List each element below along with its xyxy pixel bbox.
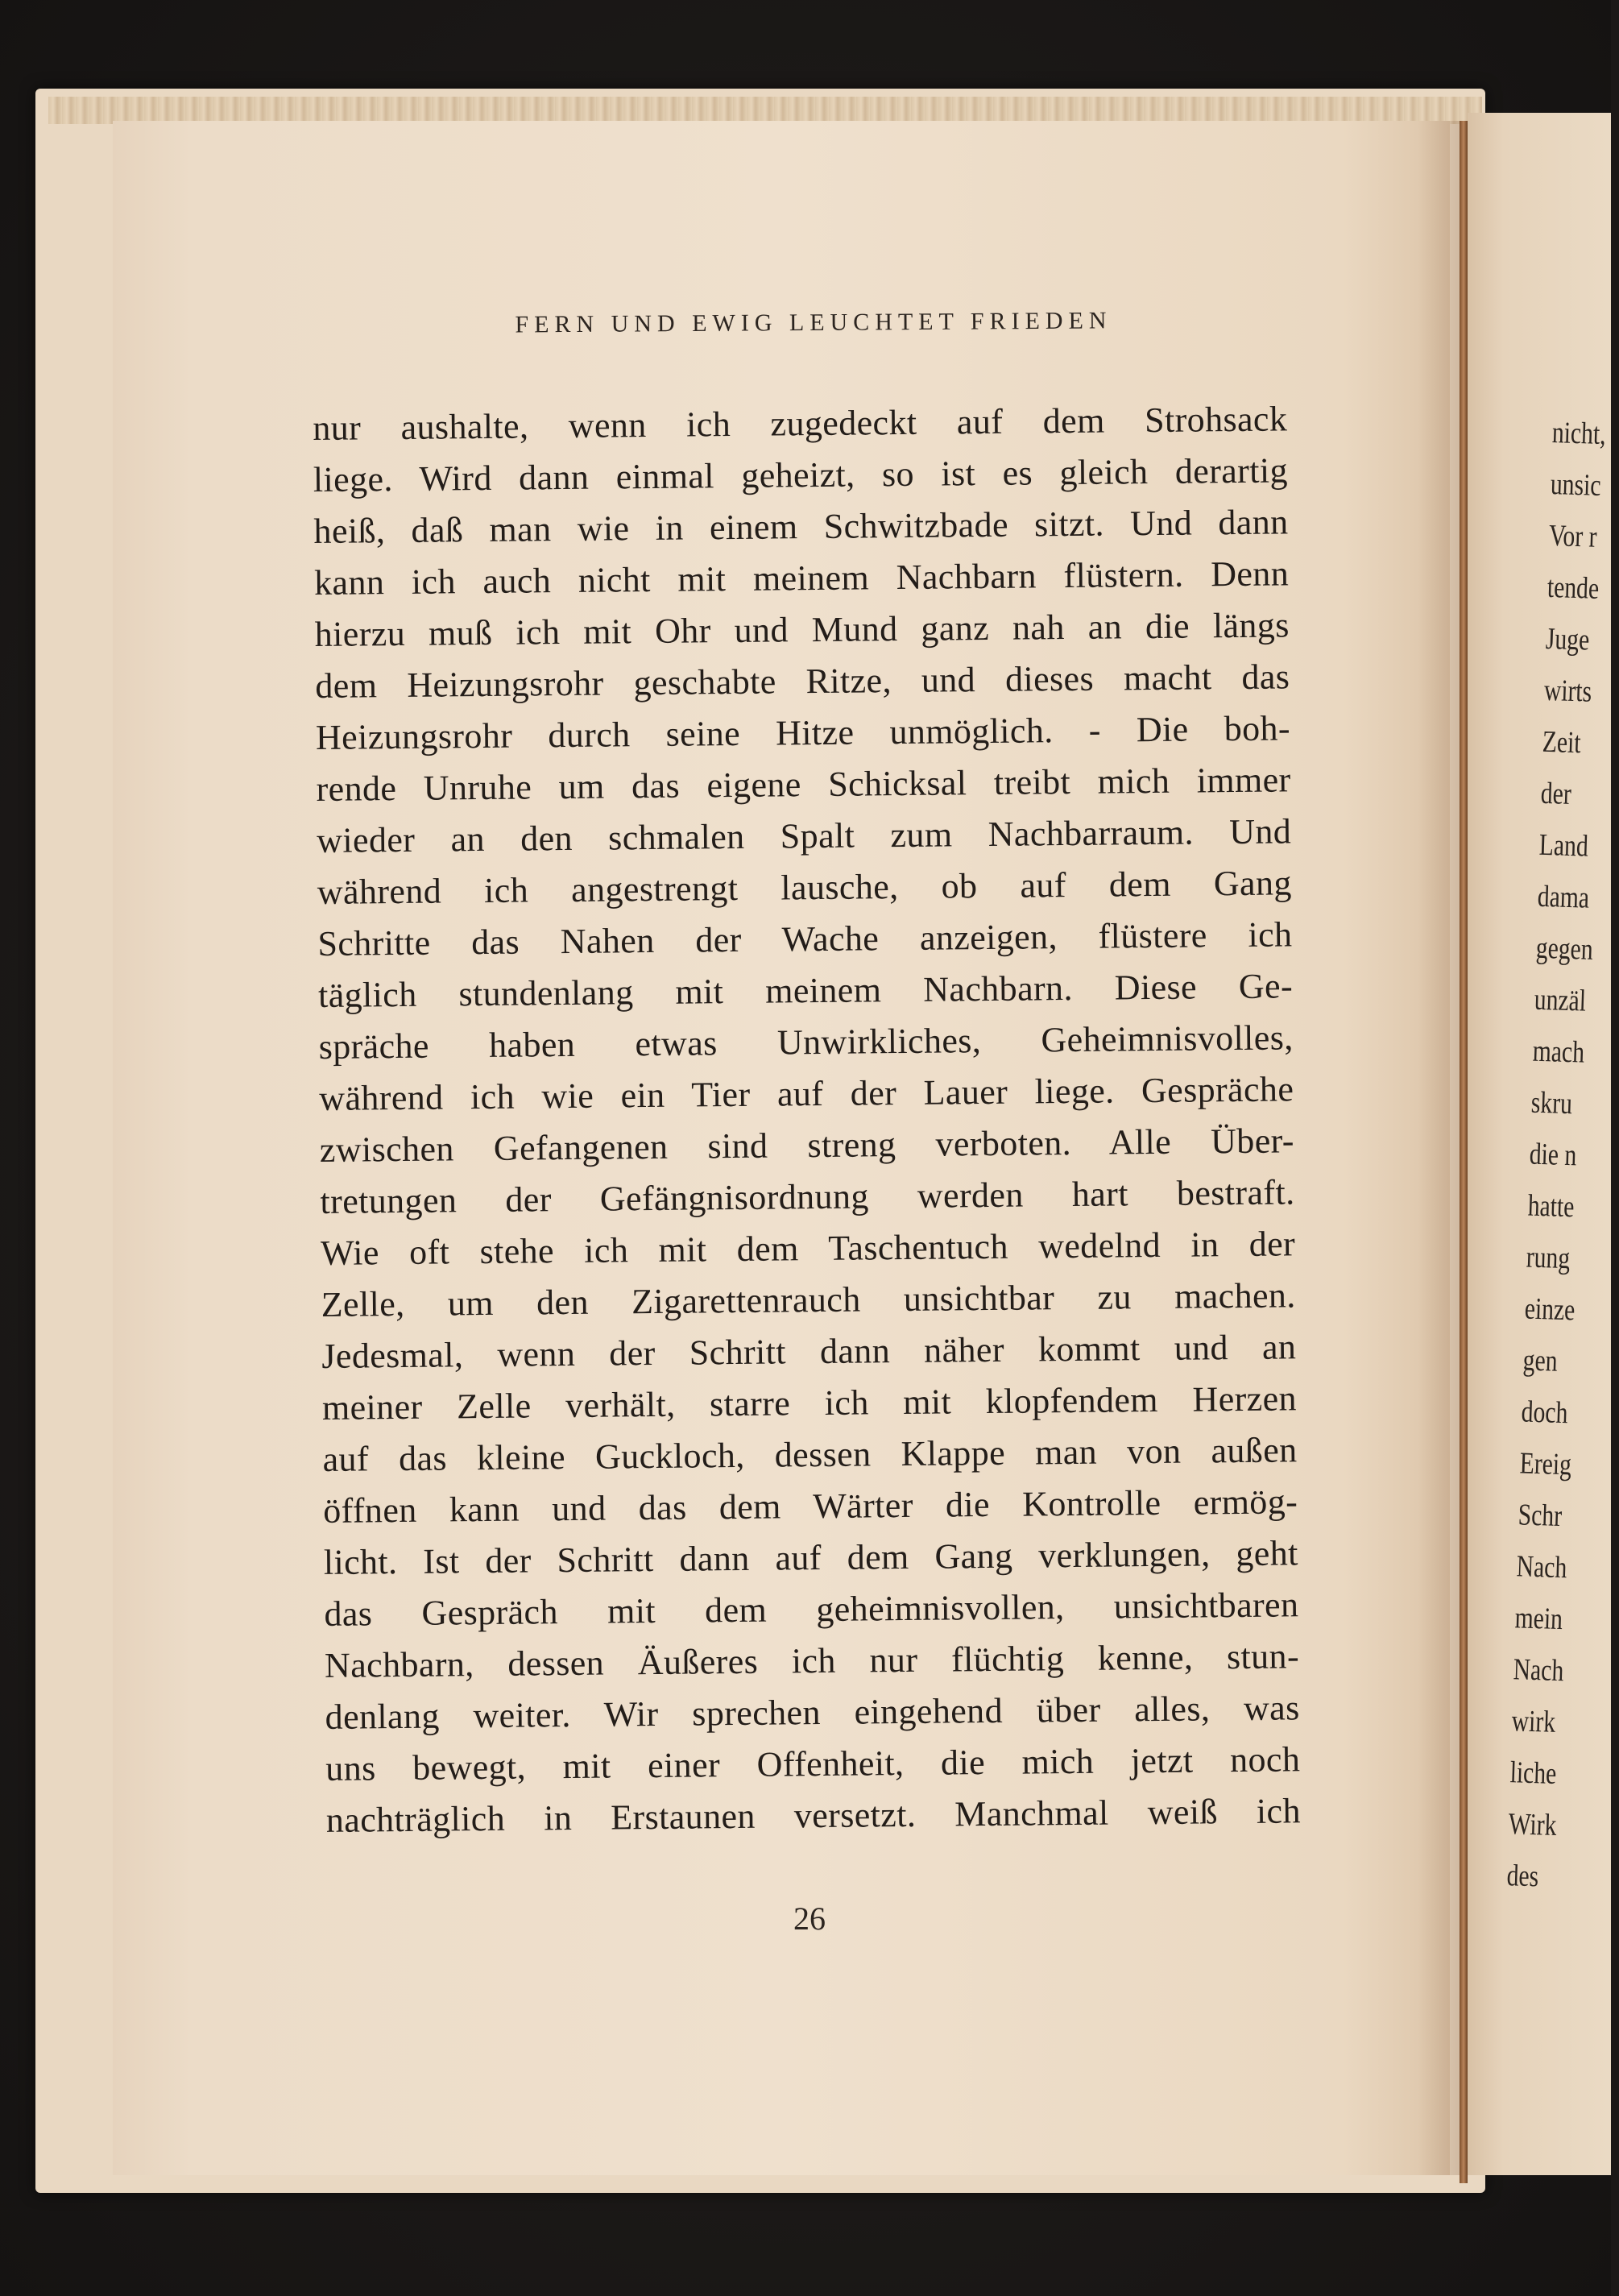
body-line: wieder an den schmalen Spalt zum Nachbarraum. Und (316, 811, 1292, 860)
right-page-line: nicht, (1551, 415, 1607, 452)
body-line: nur aushalte, wenn ich zugedeckt auf dem Strohsack (313, 399, 1288, 448)
body-line: zwischen Gefangenen sind streng verboten. Alle Über- (319, 1121, 1295, 1170)
right-page-line: mach (1532, 1034, 1585, 1070)
body-line: Nachbarn, dessen Äußeres ich nur flüchtig kenne, stun- (324, 1636, 1300, 1685)
right-page-line: Land (1538, 827, 1589, 864)
right-page-line: dama (1537, 879, 1590, 915)
right-page-line: wirts (1543, 673, 1592, 709)
body-line: auf das kleine Guckloch, dessen Klappe man von außen (322, 1430, 1298, 1479)
body-line: das Gespräch mit dem geheimnisvollen, unsichtbaren (324, 1585, 1299, 1634)
running-head-text: FERN UND EWIG LEUCHTET FRIEDEN (515, 307, 1112, 338)
right-page-line: Schr (1518, 1498, 1563, 1534)
body-line: licht. Ist der Schritt dann auf dem Gang verklungen, geht (323, 1533, 1298, 1582)
body-line: denlang weiter. Wir sprechen eingehend über alles, was (325, 1688, 1300, 1737)
right-page-line: liche (1509, 1755, 1557, 1791)
body-line: tretungen der Gefängnisordnung werden hart bestraft. (320, 1172, 1295, 1221)
body-line: rende Unruhe um das eigene Schicksal treibt mich immer (316, 760, 1291, 809)
right-page-line: doch (1521, 1395, 1569, 1431)
body-line: öffnen kann und das dem Wärter die Kontrolle ermög- (322, 1482, 1298, 1531)
body-line: uns bewegt, mit einer Offenheit, die mich jetzt noch (325, 1739, 1301, 1788)
body-line: nachträglich in Erstaunen versetzt. Manchmal weiß ich (325, 1791, 1302, 1840)
right-page-line: einze (1524, 1291, 1576, 1328)
right-page-line: Vor r (1548, 518, 1598, 554)
right-page-line: Juge (1545, 621, 1590, 657)
body-line: hierzu muß ich mit Ohr und Mund ganz nah an die längs (314, 605, 1290, 654)
book-spine (1460, 121, 1468, 2183)
body-line: liege. Wird dann einmal geheizt, so ist es gleich derartig (313, 450, 1289, 499)
gutter-shadow (1418, 121, 1466, 2175)
page-block-edge (48, 97, 1482, 124)
body-line: dem Heizungsrohr geschabte Ritze, und dieses macht das (315, 657, 1290, 706)
right-page-line: unsic (1550, 466, 1602, 503)
body-text (313, 393, 1301, 1846)
body-line: während ich wie ein Tier auf der Lauer liege. Gespräche (319, 1069, 1294, 1118)
right-page-line: tende (1547, 570, 1600, 606)
right-page-line: mein (1514, 1601, 1563, 1637)
body-line: Schritte das Nahen der Wache anzeigen, flüstere ich (317, 914, 1293, 964)
page-number: 26 (793, 1900, 826, 1937)
body-line: Wie oft stehe ich mit dem Taschentuch wedelnd in der (320, 1224, 1296, 1273)
body-line: Jedesmal, wenn der Schritt dann näher kommt und an (321, 1327, 1297, 1376)
body-line: kann ich auch nicht mit meinem Nachbarn flüstern. Denn (313, 553, 1290, 603)
right-page-line: die n (1529, 1137, 1577, 1173)
right-page-line: der (1540, 776, 1572, 811)
body-line: täglich stundenlang mit meinem Nachbarn. Diese Ge- (317, 966, 1294, 1015)
right-page-line: skru (1530, 1085, 1573, 1121)
right-page-line: Zeit (1542, 724, 1582, 760)
body-line: Heizungsrohr durch seine Hitze unmöglich. - Die boh- (315, 708, 1291, 757)
right-page-line: gen (1522, 1343, 1559, 1378)
body-line: meiner Zelle verhält, starre ich mit klopfendem Herzen (321, 1378, 1298, 1428)
right-page-line: unzäl (1534, 982, 1587, 1018)
body-line: spräche haben etwas Unwirkliches, Geheimnisvolles, (318, 1017, 1294, 1067)
right-page-line: wirk (1511, 1704, 1556, 1739)
body-line: Zelle, um den Zigarettenrauch unsichtbar zu machen. (321, 1275, 1296, 1324)
right-page-line: Nach (1516, 1549, 1567, 1585)
right-page-line: Wirk (1508, 1807, 1558, 1842)
body-line: heiß, daß man wie in einem Schwitzbade sitzt. Und dann (313, 502, 1289, 551)
right-page-line: gegen (1535, 930, 1594, 967)
right-page-line: Nach (1513, 1652, 1564, 1689)
right-page-line: rung (1526, 1240, 1571, 1276)
right-page-line: Ereig (1519, 1446, 1572, 1482)
right-page-line: des (1506, 1859, 1539, 1894)
right-page-line: hatte (1527, 1188, 1576, 1225)
body-line: während ich angestrengt lausche, ob auf dem Gang (317, 863, 1293, 912)
